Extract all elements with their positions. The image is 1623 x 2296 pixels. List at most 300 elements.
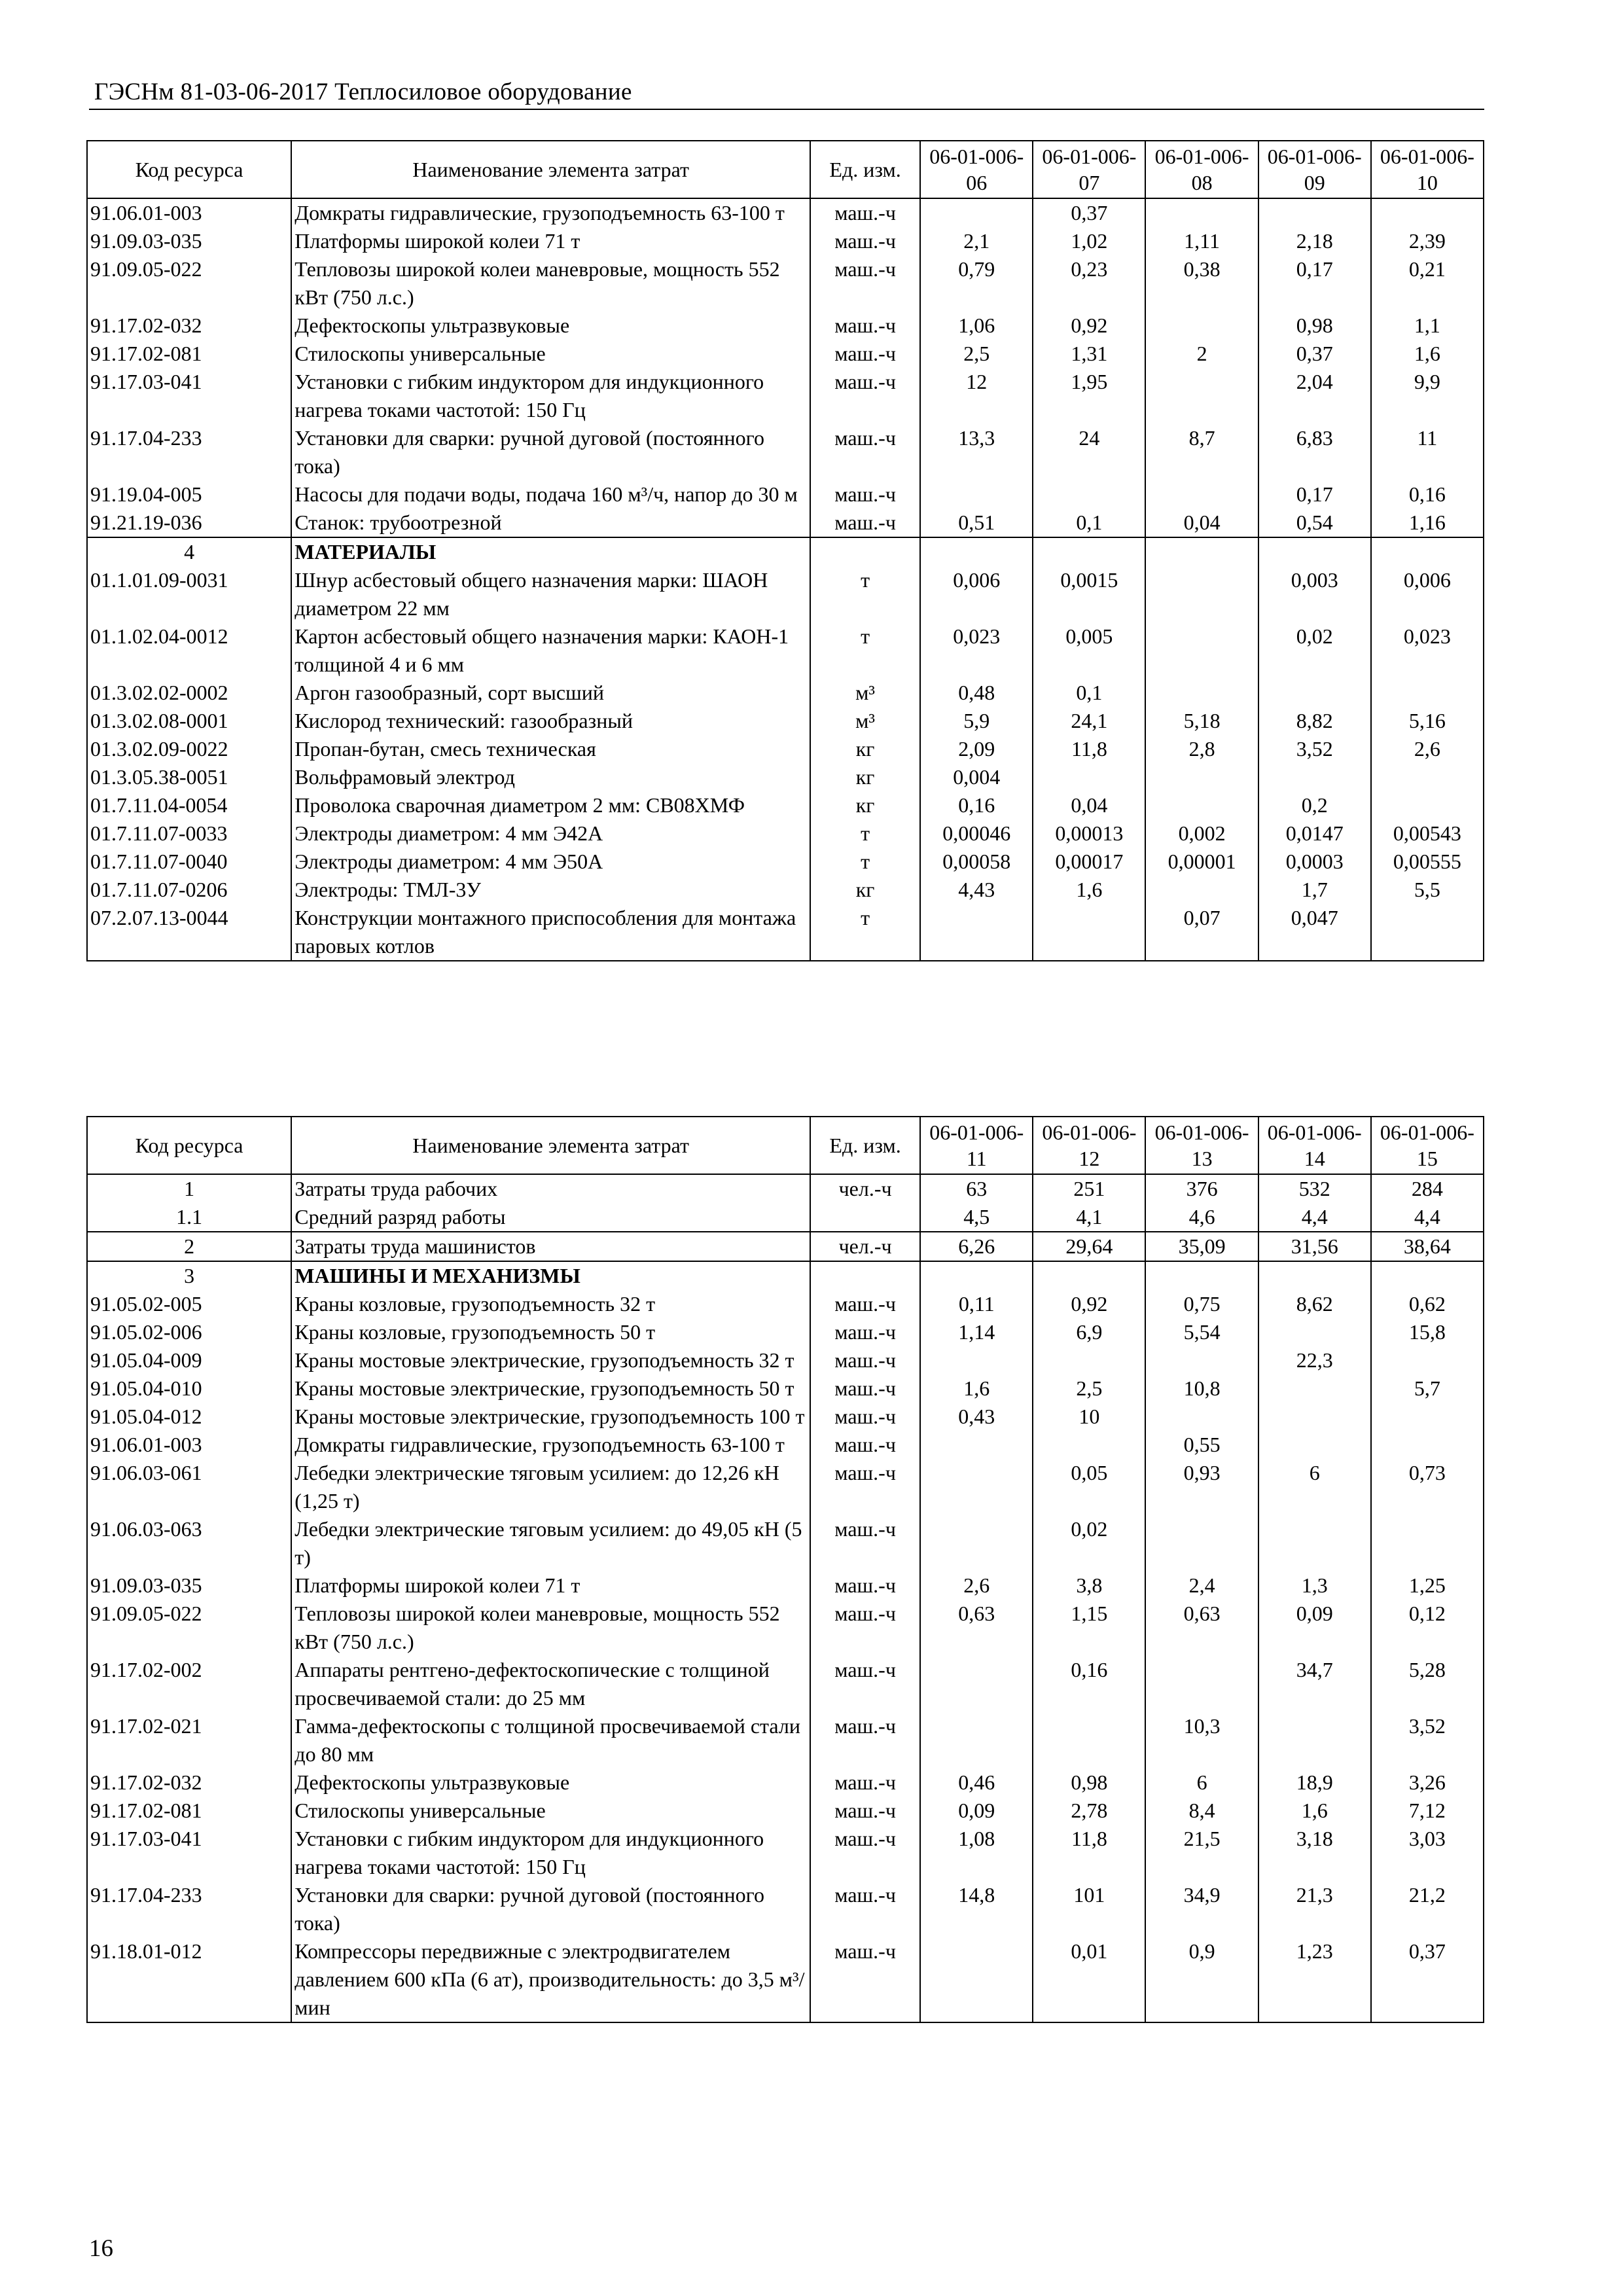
rate-value: 0,98	[1258, 312, 1371, 340]
unit-of-measure	[810, 537, 920, 566]
rate-value: 0,54	[1258, 509, 1371, 537]
rate-value: 29,64	[1033, 1232, 1145, 1261]
rate-value: 1,95	[1033, 368, 1145, 424]
resource-name: Платформы широкой колеи 71 т	[291, 1571, 810, 1600]
rate-value: 0,63	[920, 1600, 1033, 1656]
resource-code: 91.06.01-003	[87, 198, 291, 227]
rate-value: 1,25	[1371, 1571, 1484, 1600]
rate-value: 2,8	[1145, 735, 1258, 763]
table-row	[87, 1290, 1484, 1318]
rate-value: 0,00013	[1033, 819, 1145, 848]
rate-value: 3,52	[1258, 735, 1371, 763]
table-row	[87, 1600, 1484, 1656]
unit-of-measure: маш.-ч	[810, 1318, 920, 1346]
table-row	[87, 763, 1484, 791]
rate-value: 14,8	[920, 1881, 1033, 1937]
resource-code: 01.3.05.38-0051	[87, 763, 291, 791]
resource-name: Краны козловые, грузоподъемность 32 т	[291, 1290, 810, 1318]
rate-value	[1258, 537, 1371, 566]
rate-value: 0,37	[1033, 198, 1145, 227]
resource-name: Кислород технический: газообразный	[291, 707, 810, 735]
rate-value	[1371, 1403, 1484, 1431]
resource-code: 91.17.02-021	[87, 1712, 291, 1768]
rate-value	[920, 1261, 1033, 1290]
rate-value: 101	[1033, 1881, 1145, 1937]
resource-name: Аргон газообразный, сорт высший	[291, 679, 810, 707]
resource-name: Установки с гибким индуктором для индукционного нагрева токами частотой: 150 Гц	[291, 1825, 810, 1881]
table-row	[87, 1825, 1484, 1881]
rate-value: 0,00058	[920, 848, 1033, 876]
unit-of-measure: маш.-ч	[810, 1403, 920, 1431]
table-row	[87, 1515, 1484, 1571]
unit-of-measure: т	[810, 819, 920, 848]
rate-value: 0,16	[920, 791, 1033, 819]
rate-value: 0,62	[1371, 1290, 1484, 1318]
rate-value: 1,16	[1371, 509, 1484, 537]
rate-value: 6	[1258, 1459, 1371, 1515]
rate-value	[1258, 1712, 1371, 1768]
resource-code: 01.3.02.08-0001	[87, 707, 291, 735]
column-header-rate-code: 06-01-006-10	[1371, 141, 1484, 198]
table-row	[87, 227, 1484, 255]
resource-name: Электроды: ТМЛ-3У	[291, 876, 810, 904]
rate-value	[920, 537, 1033, 566]
rate-value: 0,73	[1371, 1459, 1484, 1515]
resource-code: 1	[87, 1174, 291, 1203]
section-title: МАТЕРИАЛЫ	[291, 537, 810, 566]
rate-value: 10,8	[1145, 1374, 1258, 1403]
resource-name: Электроды диаметром: 4 мм Э50А	[291, 848, 810, 876]
rate-value: 0,37	[1371, 1937, 1484, 2022]
rate-value: 0,00046	[920, 819, 1033, 848]
table-row	[87, 848, 1484, 876]
rate-value: 4,4	[1371, 1203, 1484, 1232]
rate-value	[1145, 368, 1258, 424]
rate-value: 0,00017	[1033, 848, 1145, 876]
resource-table-2	[86, 1116, 1484, 2023]
resource-name: Краны мостовые электрические, грузоподъемность 32 т	[291, 1346, 810, 1374]
rate-value: 1,6	[1033, 876, 1145, 904]
rate-value: 1,31	[1033, 340, 1145, 368]
resource-code: 91.17.02-081	[87, 1797, 291, 1825]
resource-name: Гамма-дефектоскопы с толщиной просвечиваемой стали до 80 мм	[291, 1712, 810, 1768]
table-row	[87, 1656, 1484, 1712]
rate-value: 3,8	[1033, 1571, 1145, 1600]
resource-name: Установки для сварки: ручной дуговой (постоянного тока)	[291, 1881, 810, 1937]
rate-value: 0,46	[920, 1768, 1033, 1797]
rate-value: 0,11	[920, 1290, 1033, 1318]
unit-of-measure: маш.-ч	[810, 1346, 920, 1374]
rate-value	[1371, 1261, 1484, 1290]
resource-code: 91.17.02-002	[87, 1656, 291, 1712]
rate-value: 3,52	[1371, 1712, 1484, 1768]
rate-value	[920, 1712, 1033, 1768]
column-header-code: Код ресурса	[87, 141, 291, 198]
rate-value: 6,83	[1258, 424, 1371, 480]
rate-value: 2,5	[1033, 1374, 1145, 1403]
rate-value: 0,05	[1033, 1459, 1145, 1515]
rate-value: 0,02	[1033, 1515, 1145, 1571]
unit-of-measure: маш.-ч	[810, 1656, 920, 1712]
table-row	[87, 1797, 1484, 1825]
rate-value	[1033, 1431, 1145, 1459]
column-header-rate-code: 06-01-006-14	[1258, 1117, 1371, 1174]
rate-value: 0,92	[1033, 1290, 1145, 1318]
rate-value: 0,55	[1145, 1431, 1258, 1459]
page-header	[89, 76, 1484, 110]
rate-value: 1,6	[1258, 1797, 1371, 1825]
resource-code: 2	[87, 1232, 291, 1261]
rate-value: 12	[920, 368, 1033, 424]
rate-value: 5,18	[1145, 707, 1258, 735]
rate-value: 0,93	[1145, 1459, 1258, 1515]
table-row	[87, 1232, 1484, 1261]
rate-value: 0,9	[1145, 1937, 1258, 2022]
resource-code: 1.1	[87, 1203, 291, 1232]
resource-code: 91.17.02-032	[87, 1768, 291, 1797]
rate-value	[1033, 1712, 1145, 1768]
table-row	[87, 1174, 1484, 1203]
rate-value: 5,9	[920, 707, 1033, 735]
rate-value	[1371, 1346, 1484, 1374]
unit-of-measure: маш.-ч	[810, 255, 920, 312]
page-number: 16	[89, 2235, 113, 2262]
resource-code: 01.1.02.04-0012	[87, 622, 291, 679]
column-header-name: Наименование элемента затрат	[291, 141, 810, 198]
table-row	[87, 312, 1484, 340]
table-row	[87, 198, 1484, 227]
rate-value	[1033, 1261, 1145, 1290]
table-row	[87, 509, 1484, 537]
resource-name: Вольфрамовый электрод	[291, 763, 810, 791]
resource-code: 91.17.02-081	[87, 340, 291, 368]
rate-value: 0,09	[920, 1797, 1033, 1825]
unit-of-measure: маш.-ч	[810, 1290, 920, 1318]
rate-value: 1,15	[1033, 1600, 1145, 1656]
table-row	[87, 1346, 1484, 1374]
rate-value	[920, 1346, 1033, 1374]
table-row	[87, 1768, 1484, 1797]
rate-value: 0,002	[1145, 819, 1258, 848]
unit-of-measure: маш.-ч	[810, 424, 920, 480]
unit-of-measure: кг	[810, 763, 920, 791]
column-header-unit: Ед. изм.	[810, 1117, 920, 1174]
rate-value	[920, 480, 1033, 509]
rate-value	[1371, 1515, 1484, 1571]
rate-value: 0,16	[1033, 1656, 1145, 1712]
rate-value: 2,78	[1033, 1797, 1145, 1825]
table-row	[87, 1459, 1484, 1515]
rate-value: 0,07	[1145, 904, 1258, 961]
unit-of-measure: м³	[810, 707, 920, 735]
rate-value: 0,004	[920, 763, 1033, 791]
rate-value: 2	[1145, 340, 1258, 368]
rate-value: 1,02	[1033, 227, 1145, 255]
resource-code: 01.3.02.09-0022	[87, 735, 291, 763]
rate-value: 1,14	[920, 1318, 1033, 1346]
unit-of-measure: маш.-ч	[810, 1937, 920, 2022]
unit-of-measure: маш.-ч	[810, 1797, 920, 1825]
rate-value: 18,9	[1258, 1768, 1371, 1797]
rate-value: 0,02	[1258, 622, 1371, 679]
resource-code: 91.09.05-022	[87, 1600, 291, 1656]
rate-value: 13,3	[920, 424, 1033, 480]
resource-code: 91.21.19-036	[87, 509, 291, 537]
resource-code: 91.05.04-012	[87, 1403, 291, 1431]
rate-value: 10,3	[1145, 1712, 1258, 1768]
rate-value: 4,5	[920, 1203, 1033, 1232]
rate-value	[1258, 1318, 1371, 1346]
rate-value	[1033, 537, 1145, 566]
rate-value	[1033, 480, 1145, 509]
column-header-rate-code: 06-01-006-13	[1145, 1117, 1258, 1174]
rate-value: 0,023	[920, 622, 1033, 679]
rate-value	[1258, 1261, 1371, 1290]
rate-value: 38,64	[1371, 1232, 1484, 1261]
rate-value: 1,06	[920, 312, 1033, 340]
unit-of-measure: маш.-ч	[810, 1571, 920, 1600]
resource-table-1	[86, 140, 1484, 961]
table-row	[87, 1374, 1484, 1403]
unit-of-measure: т	[810, 622, 920, 679]
column-header-unit: Ед. изм.	[810, 141, 920, 198]
rate-value	[1145, 1403, 1258, 1431]
rate-value	[1145, 480, 1258, 509]
resource-name: Компрессоры передвижные с электродвигателем давлением 600 кПа (6 ат), производительность: до 3,5 м³/мин	[291, 1937, 810, 2022]
table-row	[87, 1712, 1484, 1768]
rate-value	[1371, 198, 1484, 227]
resource-name: Станок: трубоотрезной	[291, 509, 810, 537]
rate-value	[1371, 904, 1484, 961]
rate-value	[1258, 1515, 1371, 1571]
rate-value: 15,8	[1371, 1318, 1484, 1346]
rate-value: 0,23	[1033, 255, 1145, 312]
rate-value	[1371, 1431, 1484, 1459]
resource-name: Установки для сварки: ручной дуговой (постоянного тока)	[291, 424, 810, 480]
rate-value: 0,0015	[1033, 566, 1145, 622]
table-row	[87, 679, 1484, 707]
rate-value	[1371, 537, 1484, 566]
resource-name: Дефектоскопы ультразвуковые	[291, 312, 810, 340]
resource-code: 91.17.03-041	[87, 1825, 291, 1881]
table-row	[87, 1203, 1484, 1232]
table-row	[87, 368, 1484, 424]
unit-of-measure	[810, 1261, 920, 1290]
rate-value: 2,5	[920, 340, 1033, 368]
rate-value: 63	[920, 1174, 1033, 1203]
rate-value: 0,04	[1033, 791, 1145, 819]
rate-value: 4,43	[920, 876, 1033, 904]
table-row	[87, 566, 1484, 622]
rate-value: 8,7	[1145, 424, 1258, 480]
rate-value: 0,023	[1371, 622, 1484, 679]
table-row	[87, 1937, 1484, 2022]
resource-name: Картон асбестовый общего назначения марки: КАОН-1 толщиной 4 и 6 мм	[291, 622, 810, 679]
table-row	[87, 904, 1484, 961]
resource-name: Средний разряд работы	[291, 1203, 810, 1232]
rate-value: 21,2	[1371, 1881, 1484, 1937]
rate-value	[920, 904, 1033, 961]
unit-of-measure: м³	[810, 679, 920, 707]
resource-name: Пропан-бутан, смесь техническая	[291, 735, 810, 763]
rate-value: 1,1	[1371, 312, 1484, 340]
rate-value	[1258, 1431, 1371, 1459]
resource-code: 91.18.01-012	[87, 1937, 291, 2022]
rate-value: 0,63	[1145, 1600, 1258, 1656]
column-header-rate-code: 06-01-006-12	[1033, 1117, 1145, 1174]
rate-value: 0,003	[1258, 566, 1371, 622]
resource-code: 07.2.07.13-0044	[87, 904, 291, 961]
resource-name: Стилоскопы универсальные	[291, 1797, 810, 1825]
resource-code: 91.05.02-006	[87, 1318, 291, 1346]
rate-value: 532	[1258, 1174, 1371, 1203]
rate-value	[1145, 622, 1258, 679]
rate-value: 0,2	[1258, 791, 1371, 819]
resource-name: Тепловозы широкой колеи маневровые, мощность 552 кВт (750 л.с.)	[291, 255, 810, 312]
rate-value	[1145, 198, 1258, 227]
table-row	[87, 424, 1484, 480]
table-header-row	[87, 1117, 1484, 1174]
resource-name: Электроды диаметром: 4 мм Э42А	[291, 819, 810, 848]
resource-code: 01.7.11.07-0206	[87, 876, 291, 904]
rate-value	[1145, 566, 1258, 622]
rate-value	[920, 1459, 1033, 1515]
column-header-code: Код ресурса	[87, 1117, 291, 1174]
resource-code: 91.09.05-022	[87, 255, 291, 312]
rate-value: 0,92	[1033, 312, 1145, 340]
resource-code: 91.06.03-061	[87, 1459, 291, 1515]
rate-value: 11	[1371, 424, 1484, 480]
rate-value: 0,17	[1258, 255, 1371, 312]
resource-code: 91.05.04-009	[87, 1346, 291, 1374]
rate-value	[1145, 537, 1258, 566]
rate-value: 0,00555	[1371, 848, 1484, 876]
resource-code: 01.3.02.02-0002	[87, 679, 291, 707]
rate-value	[920, 1937, 1033, 2022]
rate-value: 21,3	[1258, 1881, 1371, 1937]
rate-value: 7,12	[1371, 1797, 1484, 1825]
resource-code: 91.06.03-063	[87, 1515, 291, 1571]
rate-value	[920, 1515, 1033, 1571]
rate-value	[1145, 791, 1258, 819]
rate-value	[1145, 1656, 1258, 1712]
unit-of-measure: маш.-ч	[810, 1431, 920, 1459]
rate-value	[1145, 1261, 1258, 1290]
rate-value: 0,006	[1371, 566, 1484, 622]
rate-value: 0,16	[1371, 480, 1484, 509]
column-header-rate-code: 06-01-006-09	[1258, 141, 1371, 198]
resource-code: 91.05.02-005	[87, 1290, 291, 1318]
resource-code: 91.17.03-041	[87, 368, 291, 424]
unit-of-measure: чел.-ч	[810, 1174, 920, 1203]
unit-of-measure: маш.-ч	[810, 1825, 920, 1881]
rate-value: 10	[1033, 1403, 1145, 1431]
unit-of-measure: кг	[810, 876, 920, 904]
rate-value	[1033, 1346, 1145, 1374]
rate-value	[1371, 679, 1484, 707]
resource-code: 91.17.02-032	[87, 312, 291, 340]
table-row	[87, 735, 1484, 763]
table-row	[87, 707, 1484, 735]
section-title: МАШИНЫ И МЕХАНИЗМЫ	[291, 1261, 810, 1290]
rate-value: 1,23	[1258, 1937, 1371, 2022]
resource-name: Платформы широкой колеи 71 т	[291, 227, 810, 255]
rate-value: 5,5	[1371, 876, 1484, 904]
section-row	[87, 1261, 1484, 1290]
resource-code: 91.17.04-233	[87, 1881, 291, 1937]
rate-value: 3,26	[1371, 1768, 1484, 1797]
resource-code: 01.7.11.07-0033	[87, 819, 291, 848]
table-row	[87, 622, 1484, 679]
rate-value: 22,3	[1258, 1346, 1371, 1374]
unit-of-measure: маш.-ч	[810, 480, 920, 509]
rate-value: 11,8	[1033, 735, 1145, 763]
table-row	[87, 480, 1484, 509]
resource-name: Проволока сварочная диаметром 2 мм: СВ08ХМФ	[291, 791, 810, 819]
resource-code: 91.06.01-003	[87, 1431, 291, 1459]
rate-value: 0,01	[1033, 1937, 1145, 2022]
rate-value: 8,4	[1145, 1797, 1258, 1825]
unit-of-measure: маш.-ч	[810, 1459, 920, 1515]
rate-value: 1,3	[1258, 1571, 1371, 1600]
table-row	[87, 791, 1484, 819]
unit-of-measure: маш.-ч	[810, 1515, 920, 1571]
unit-of-measure: кг	[810, 791, 920, 819]
resource-name: Шнур асбестовый общего назначения марки: ШАОН диаметром 22 мм	[291, 566, 810, 622]
rate-value: 2,09	[920, 735, 1033, 763]
column-header-rate-code: 06-01-006-07	[1033, 141, 1145, 198]
rate-value: 4,1	[1033, 1203, 1145, 1232]
rate-value: 9,9	[1371, 368, 1484, 424]
rate-value	[1258, 679, 1371, 707]
rate-value: 24	[1033, 424, 1145, 480]
rate-value: 1,11	[1145, 227, 1258, 255]
column-header-rate-code: 06-01-006-11	[920, 1117, 1033, 1174]
rate-value	[1258, 763, 1371, 791]
rate-value: 5,7	[1371, 1374, 1484, 1403]
unit-of-measure: маш.-ч	[810, 227, 920, 255]
unit-of-measure: маш.-ч	[810, 1881, 920, 1937]
rate-value	[1258, 1374, 1371, 1403]
rate-value: 376	[1145, 1174, 1258, 1203]
unit-of-measure: маш.-ч	[810, 340, 920, 368]
resource-name: Затраты труда рабочих	[291, 1174, 810, 1203]
rate-value: 0,1	[1033, 509, 1145, 537]
column-header-rate-code: 06-01-006-15	[1371, 1117, 1484, 1174]
unit-of-measure: маш.-ч	[810, 1374, 920, 1403]
unit-of-measure: т	[810, 848, 920, 876]
unit-of-measure: чел.-ч	[810, 1232, 920, 1261]
rate-value: 0,006	[920, 566, 1033, 622]
rate-value: 0,09	[1258, 1600, 1371, 1656]
rate-value: 0,75	[1145, 1290, 1258, 1318]
unit-of-measure	[810, 1203, 920, 1232]
resource-name: Тепловозы широкой колеи маневровые, мощность 552 кВт (750 л.с.)	[291, 1600, 810, 1656]
rate-value: 11,8	[1033, 1825, 1145, 1881]
rate-value	[1145, 679, 1258, 707]
resource-name: Установки с гибким индуктором для индукционного нагрева токами частотой: 150 Гц	[291, 368, 810, 424]
rate-value: 4,6	[1145, 1203, 1258, 1232]
unit-of-measure: кг	[810, 735, 920, 763]
rate-value: 8,82	[1258, 707, 1371, 735]
rate-value: 31,56	[1258, 1232, 1371, 1261]
rate-value	[1033, 763, 1145, 791]
rate-value	[1258, 1403, 1371, 1431]
table-header-row	[87, 141, 1484, 198]
resource-name: Конструкции монтажного приспособления для монтажа паровых котлов	[291, 904, 810, 961]
resource-name: Стилоскопы универсальные	[291, 340, 810, 368]
unit-of-measure: маш.-ч	[810, 368, 920, 424]
